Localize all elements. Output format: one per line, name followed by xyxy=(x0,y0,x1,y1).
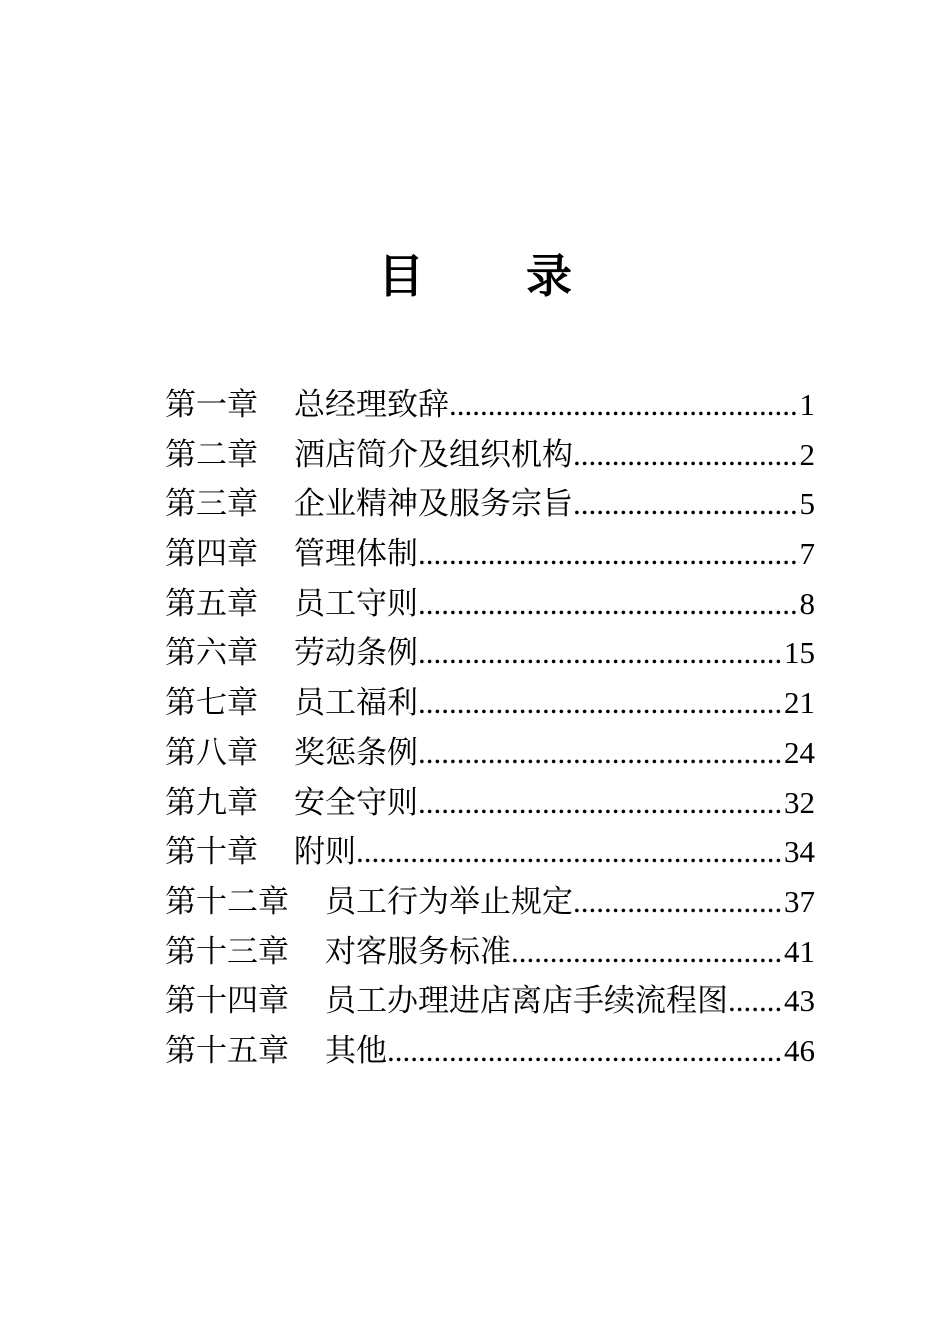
toc-entry[interactable] xyxy=(165,430,815,480)
toc-entry[interactable] xyxy=(165,927,815,977)
toc-chapter-title: 其他 xyxy=(325,1032,387,1069)
toc-dot-leader xyxy=(511,927,784,977)
toc-chapter-number: 第十四章 xyxy=(165,983,289,1020)
toc-chapter-number: 第八章 xyxy=(165,734,258,771)
toc-dot-leader xyxy=(418,628,784,678)
table-of-contents xyxy=(165,380,815,1076)
toc-entry[interactable] xyxy=(165,728,815,778)
toc-chapter-title: 员工福利 xyxy=(294,685,418,722)
toc-chapter-number: 第七章 xyxy=(165,685,258,722)
toc-chapter-number: 第六章 xyxy=(165,635,258,672)
toc-entry[interactable] xyxy=(165,678,815,728)
toc-page-number: 43 xyxy=(784,983,815,1019)
toc-chapter-number: 第一章 xyxy=(165,387,258,423)
toc-entry[interactable] xyxy=(165,976,815,1026)
toc-dot-leader xyxy=(573,877,784,927)
toc-dot-leader xyxy=(418,529,800,579)
toc-dot-leader xyxy=(418,778,784,828)
toc-page-number: 37 xyxy=(784,883,815,919)
toc-page-number: 8 xyxy=(799,585,815,621)
toc-page-number: 34 xyxy=(784,834,815,870)
toc-page-number: 32 xyxy=(784,784,815,820)
toc-page-number: 7 xyxy=(799,536,815,572)
toc-entry[interactable] xyxy=(165,778,815,828)
toc-dot-leader xyxy=(418,728,784,778)
toc-entry[interactable] xyxy=(165,579,815,629)
toc-chapter-title: 员工行为举止规定 xyxy=(325,883,573,920)
toc-chapter-title: 员工守则 xyxy=(294,585,418,622)
toc-chapter-title: 企业精神及服务宗旨 xyxy=(294,486,573,523)
toc-dot-leader xyxy=(449,380,800,430)
toc-chapter-title: 附则 xyxy=(294,834,356,871)
toc-dot-leader xyxy=(573,430,800,480)
page-title: 目 录 xyxy=(378,249,600,303)
toc-entry[interactable] xyxy=(165,827,815,877)
toc-dot-leader xyxy=(728,976,784,1026)
toc-page-number: 1 xyxy=(799,387,815,422)
toc-chapter-title: 安全守则 xyxy=(294,784,418,821)
toc-entry[interactable] xyxy=(165,877,815,927)
toc-dot-leader xyxy=(418,678,784,728)
toc-chapter-number: 第九章 xyxy=(165,784,258,821)
toc-chapter-number: 第十五章 xyxy=(165,1032,289,1069)
toc-entry[interactable] xyxy=(165,380,815,430)
toc-page-number: 5 xyxy=(799,486,815,522)
toc-entry[interactable] xyxy=(165,628,815,678)
toc-entry[interactable] xyxy=(165,1026,815,1076)
toc-page-number: 46 xyxy=(784,1032,815,1068)
toc-page-number: 2 xyxy=(799,436,815,472)
toc-entry[interactable] xyxy=(165,529,815,579)
toc-chapter-number: 第十三章 xyxy=(165,933,289,970)
toc-dot-leader xyxy=(573,479,800,529)
toc-chapter-number: 第四章 xyxy=(165,536,258,573)
toc-chapter-title: 管理体制 xyxy=(294,536,418,573)
toc-page-number: 15 xyxy=(784,635,815,671)
toc-page-number: 41 xyxy=(784,933,815,969)
toc-chapter-number: 第十章 xyxy=(165,834,258,871)
toc-chapter-title: 总经理致辞 xyxy=(294,387,449,423)
toc-chapter-title: 对客服务标准 xyxy=(325,933,511,970)
toc-dot-leader xyxy=(387,1026,784,1076)
toc-page-number: 24 xyxy=(784,734,815,770)
toc-chapter-title: 酒店简介及组织机构 xyxy=(294,436,573,473)
toc-chapter-title: 劳动条例 xyxy=(294,635,418,672)
toc-chapter-title: 员工办理进店离店手续流程图 xyxy=(325,983,728,1020)
toc-page-number: 21 xyxy=(784,685,815,721)
toc-chapter-number: 第三章 xyxy=(165,486,258,523)
toc-chapter-number: 第二章 xyxy=(165,436,258,473)
toc-chapter-number: 第十二章 xyxy=(165,883,289,920)
toc-chapter-title: 奖惩条例 xyxy=(294,734,418,771)
toc-chapter-number: 第五章 xyxy=(165,585,258,622)
toc-entry[interactable] xyxy=(165,479,815,529)
toc-dot-leader xyxy=(356,827,784,877)
toc-dot-leader xyxy=(418,579,800,629)
